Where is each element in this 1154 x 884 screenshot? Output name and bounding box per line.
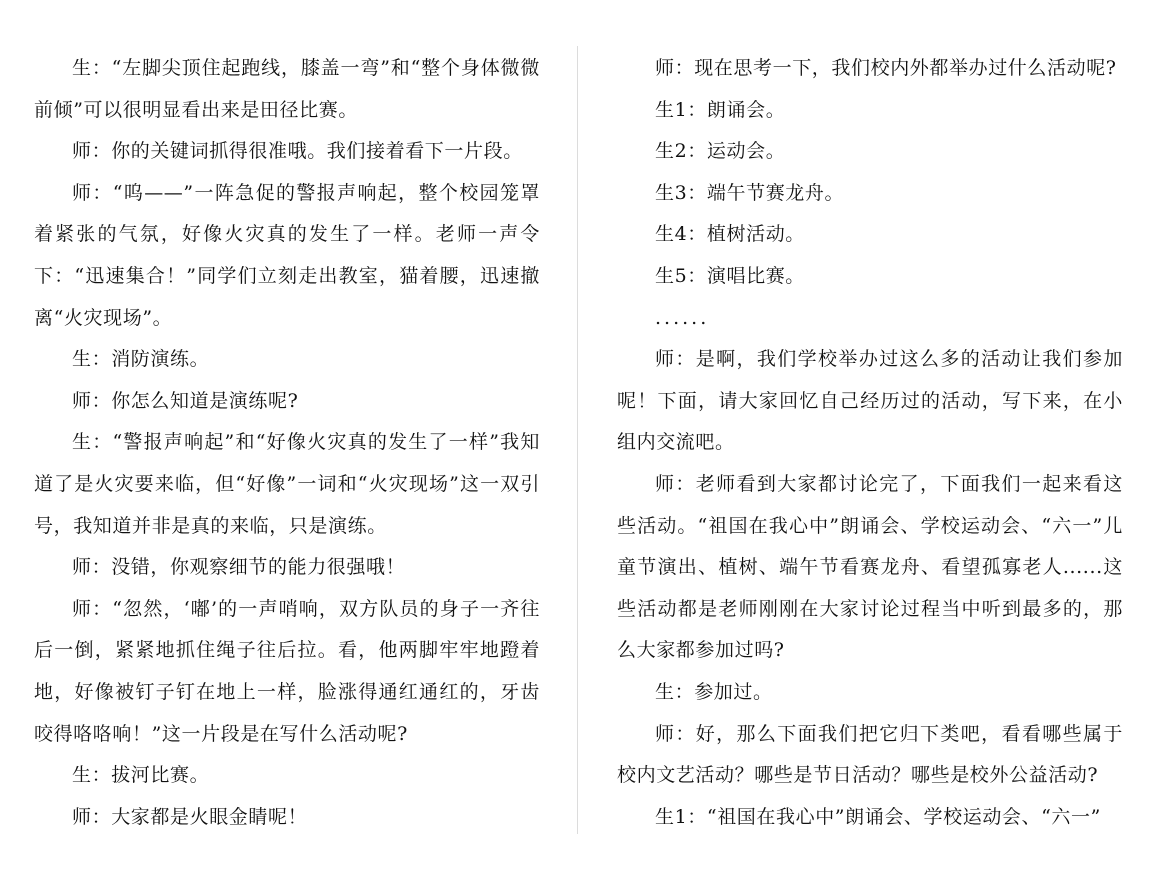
paragraph: 生3：端午节赛龙舟。 [655, 181, 845, 204]
paragraph: 生：“左脚尖顶住起跑线，膝盖一弯”和“整个身体微微前倾”可以很明显看出来是田径比赛。 [34, 57, 540, 121]
paragraph: 师：是啊，我们学校举办过这么多的活动让我们参加呢！下面，请大家回忆自己经历过的活动，写下来，在小组内交流吧。 [617, 348, 1123, 454]
paragraph: 生5：演唱比赛。 [655, 264, 805, 287]
paragraph: 师：老师看到大家都讨论完了，下面我们一起来看这些活动。“祖国在我心中”朗诵会、学校运动会、“六一”儿童节演出、植树、端午节看赛龙舟、看望孤寡老人......这些活动都是老师刚刚在大家讨论过程当中听到最多的，那么大家都参加过吗? [617, 472, 1123, 662]
paragraph: 生：“警报声响起”和“好像火灾真的发生了一样”我知道了是火灾要来临，但“好像”一词和“火灾现场”这一双引号，我知道并非是真的来临，只是演练。 [34, 431, 540, 537]
paragraph: 师：“呜——”一阵急促的警报声响起，整个校园笼罩着紧张的气氛，好像火灾真的发生了一样。老师一声令下：“迅速集合！”同学们立刻走出教室，猫着腰，迅速撤离“火灾现场”。 [34, 181, 540, 329]
paragraph: 师：你的关键词抓得很准哦。我们接着看下一片段。 [72, 140, 523, 163]
paragraph: 生：消防演练。 [72, 348, 210, 371]
right-column [617, 48, 1123, 838]
paragraph: 生4：植树活动。 [655, 223, 805, 246]
ellipsis-line: ...... [655, 306, 710, 329]
paragraph: 生：拔河比赛。 [72, 764, 210, 787]
paragraph: 师：“忽然，‘嘟’的一声哨响，双方队员的身子一齐往后一倒，紧紧地抓住绳子往后拉。看，他两脚牢牢地蹬着地，好像被钉子钉在地上一样，脸涨得通红通红的，牙齿咬得咯咯响！”这一片段是在写什么活动呢? [34, 597, 540, 745]
paragraph: 生：参加过。 [655, 680, 773, 703]
paragraph: 师：好，那么下面我们把它归下类吧，看看哪些属于校内文艺活动？哪些是节日活动？哪些是校外公益活动? [617, 722, 1123, 787]
paragraph: 师：现在思考一下，我们校内外都举办过什么活动呢? [655, 57, 1117, 79]
paragraph: 师：大家都是火眼金睛呢！ [72, 805, 308, 828]
paragraph: 师：你怎么知道是演练呢? [72, 389, 299, 412]
paragraph: 生1：“祖国在我心中”朗诵会、学校运动会、“六一” [655, 805, 1101, 828]
left-column [34, 48, 540, 838]
column-divider [577, 46, 578, 834]
paragraph: 生1：朗诵会。 [655, 98, 786, 121]
paragraph: 生2：运动会。 [655, 140, 786, 163]
paragraph: 师：没错，你观察细节的能力很强哦！ [72, 556, 406, 579]
